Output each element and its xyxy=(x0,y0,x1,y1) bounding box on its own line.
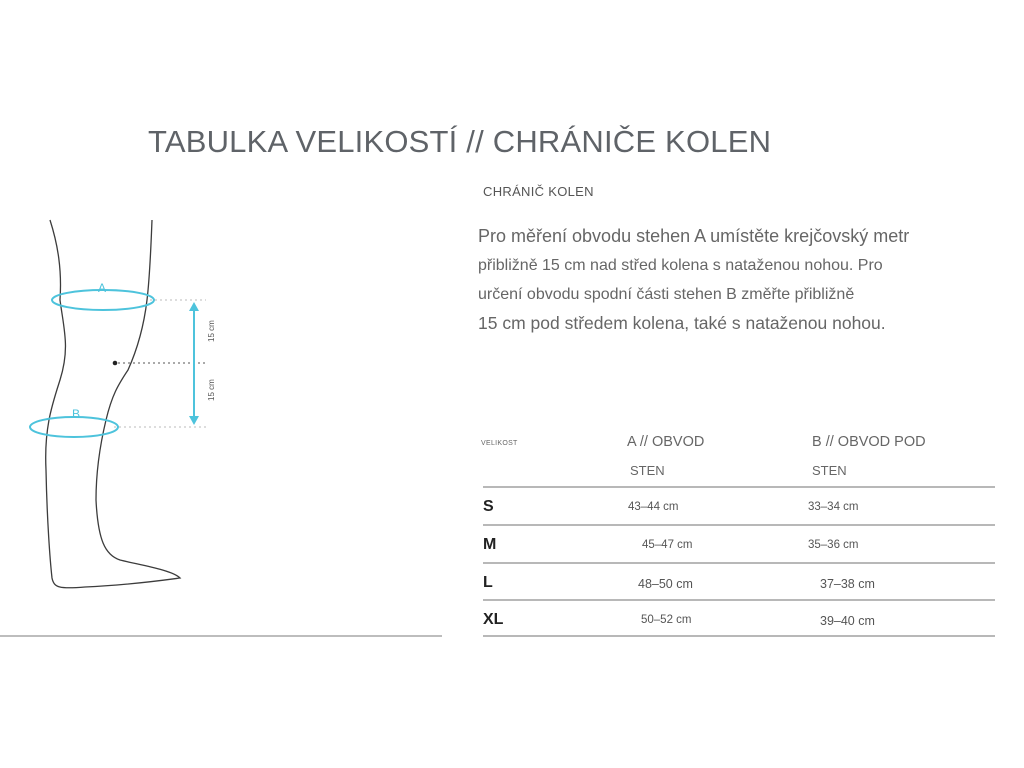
b-cell: 39–40 cm xyxy=(820,614,875,628)
header-a-sub: STEN xyxy=(630,463,665,478)
arrow-down-icon xyxy=(189,416,199,425)
table-row xyxy=(483,488,995,526)
leg-outline xyxy=(46,220,180,588)
size-cell: M xyxy=(483,536,497,553)
b-cell: 33–34 cm xyxy=(808,501,859,513)
leg-measurement-diagram xyxy=(0,210,240,595)
b-cell: 35–36 cm xyxy=(808,539,859,551)
label-b: B xyxy=(72,407,81,421)
header-b: B // OBVOD POD xyxy=(812,434,926,450)
instruction-line: určení obvodu spodní části stehen B změřte přibližně xyxy=(478,286,855,303)
left-divider xyxy=(0,635,442,637)
a-cell: 43–44 cm xyxy=(628,501,679,513)
knee-center-dot xyxy=(113,361,118,366)
instruction-line: 15 cm pod středem kolena, také s nataženou nohou. xyxy=(478,313,886,333)
size-cell: L xyxy=(483,574,493,591)
header-b-sub: STEN xyxy=(812,463,847,478)
table-row xyxy=(483,601,995,639)
instruction-line: přibližně 15 cm nad střed kolena s nataženou nohou. Pro xyxy=(478,257,883,274)
product-subtitle: CHRÁNIČ KOLEN xyxy=(483,184,594,199)
label-a: A xyxy=(98,281,107,295)
a-cell: 50–52 cm xyxy=(641,614,692,626)
arrow-up-icon xyxy=(189,302,199,311)
measurement-instructions xyxy=(478,222,998,338)
size-cell: S xyxy=(483,498,494,515)
a-cell: 48–50 cm xyxy=(638,577,693,591)
size-cell: XL xyxy=(483,611,504,628)
page-title: TABULKA VELIKOSTÍ // CHRÁNIČE KOLEN xyxy=(148,124,772,159)
b-cell: 37–38 cm xyxy=(820,577,875,591)
table-rule xyxy=(483,635,995,637)
table-row xyxy=(483,526,995,564)
a-cell: 45–47 cm xyxy=(642,539,693,551)
instruction-line: Pro měření obvodu stehen A umístěte krejčovský metr xyxy=(478,226,910,246)
header-size: VELIKOST xyxy=(481,440,518,447)
dim-upper-label: 15 cm xyxy=(207,320,216,342)
header-a: A // OBVOD xyxy=(627,434,705,450)
dim-lower-label: 15 cm xyxy=(207,379,216,401)
table-row xyxy=(483,564,995,602)
